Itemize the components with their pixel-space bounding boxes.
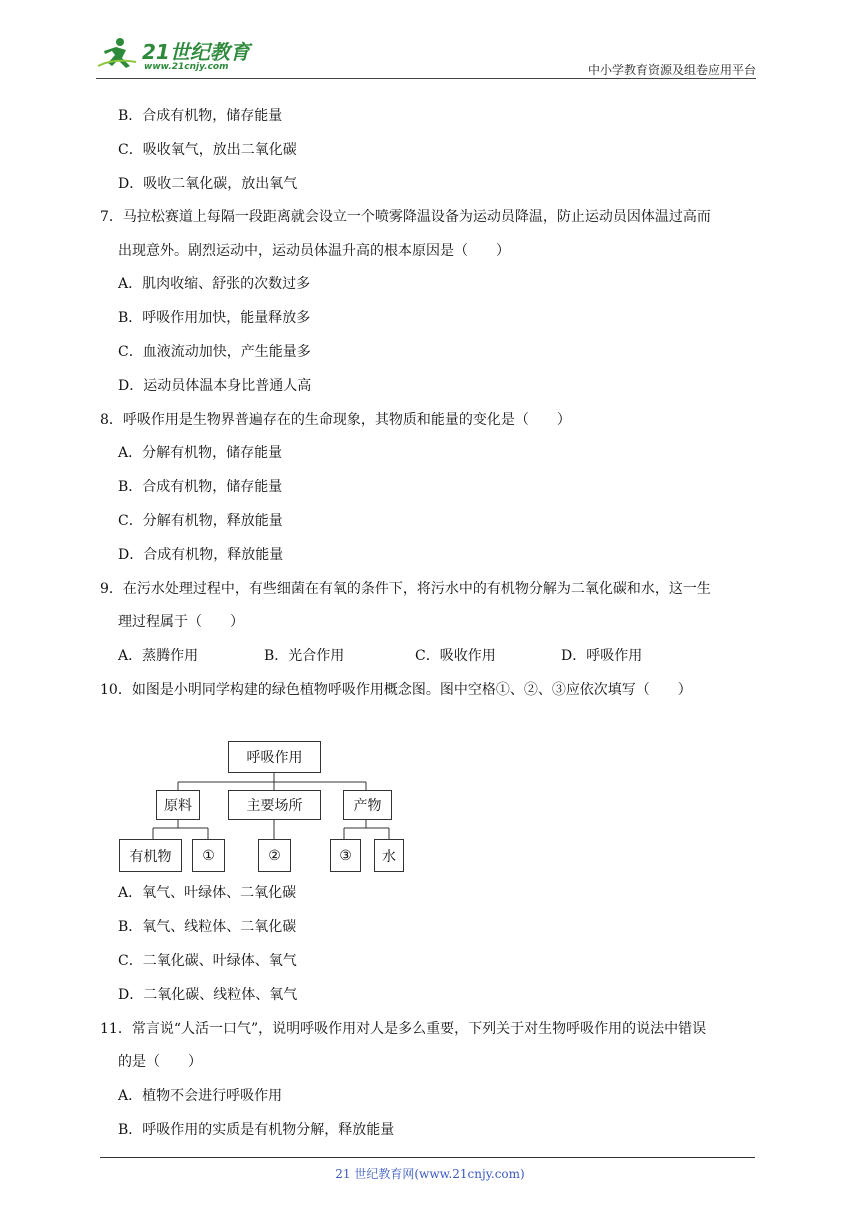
diagram-blank-1: ① <box>192 839 225 872</box>
q10-option-b: B．氧气、线粒体、二氧化碳 <box>118 919 297 935</box>
q7-stem-line1: 7．马拉松赛道上每隔一段距离就会设立一个喷雾降温设备为运动员降温，防止运动员因体温过高而 <box>100 209 711 225</box>
q10-option-c: C．二氧化碳、叶绿体、氧气 <box>118 953 297 969</box>
q9-stem-line2: 理过程属于（ ） <box>118 614 244 630</box>
diagram-products: 产物 <box>343 790 392 820</box>
header-divider <box>96 78 756 79</box>
diagram-root: 呼吸作用 <box>228 741 321 773</box>
runner-logo-icon <box>96 36 140 72</box>
q9-option-b: B．光合作用 <box>264 648 345 664</box>
q8-option-c: C．分解有机物，释放能量 <box>118 513 283 529</box>
q6-option-b: B．合成有机物，储存能量 <box>118 108 283 124</box>
diagram-blank-3: ③ <box>330 839 361 872</box>
q8-stem: 8．呼吸作用是生物界普遍存在的生命现象，其物质和能量的变化是（ ） <box>100 412 571 428</box>
logo-text: 21世纪教育 <box>142 40 250 64</box>
q6-option-c: C．吸收氧气，放出二氧化碳 <box>118 142 297 158</box>
diagram-organic-matter: 有机物 <box>119 839 182 872</box>
q8-option-b: B．合成有机物，储存能量 <box>118 479 283 495</box>
q7-stem-line2: 出现意外。剧烈运动中，运动员体温升高的根本原因是（ ） <box>118 243 510 259</box>
q6-option-d: D．吸收二氧化碳，放出氧气 <box>118 176 298 192</box>
footer-text: 21 世纪教育网(www.21cnjy.com) <box>335 1167 525 1181</box>
q7-option-d: D．运动员体温本身比普通人高 <box>118 378 312 394</box>
concept-diagram <box>118 740 408 874</box>
q11-stem-line1: 11．常言说“人活一口气”，说明呼吸作用对人是多么重要，下列关于对生物呼吸作用的说法中错误 <box>100 1021 707 1037</box>
q10-option-a: A．氧气、叶绿体、二氧化碳 <box>118 885 297 901</box>
q9-stem-line1: 9．在污水处理过程中，有些细菌在有氧的条件下，将污水中的有机物分解为二氧化碳和水，这一生 <box>100 581 711 597</box>
q10-stem: 10．如图是小明同学构建的绿色植物呼吸作用概念图。图中空格①、②、③应依次填写（ ） <box>100 682 692 698</box>
page-header <box>96 30 756 78</box>
diagram-raw-materials: 原料 <box>156 790 200 820</box>
q9-option-c: C．吸收作用 <box>415 648 496 664</box>
q10-option-d: D．二氧化碳、线粒体、氧气 <box>118 987 298 1003</box>
q9-option-d: D．呼吸作用 <box>561 648 643 664</box>
q7-option-c: C．血液流动加快，产生能量多 <box>118 344 311 360</box>
logo-url: www.21cnjy.com <box>144 62 229 72</box>
footer-divider <box>100 1157 755 1158</box>
diagram-main-site: 主要场所 <box>228 790 321 820</box>
q9-options-row <box>118 646 678 666</box>
q8-option-d: D．合成有机物，释放能量 <box>118 547 284 563</box>
q11-stem-line2: 的是（ ） <box>118 1054 202 1070</box>
diagram-blank-2: ② <box>258 839 291 872</box>
q9-option-a: A．蒸腾作用 <box>118 648 199 664</box>
q11-option-b: B．呼吸作用的实质是有机物分解，释放能量 <box>118 1122 395 1138</box>
logo <box>96 30 266 78</box>
q8-option-a: A．分解有机物，储存能量 <box>118 445 283 461</box>
q7-option-b: B．呼吸作用加快，能量释放多 <box>118 310 311 326</box>
platform-name: 中小学教育资源及组卷应用平台 <box>587 63 756 77</box>
q11-option-a: A．植物不会进行呼吸作用 <box>118 1088 283 1104</box>
diagram-water: 水 <box>374 839 404 872</box>
q7-option-a: A．肌肉收缩、舒张的次数过多 <box>118 276 311 292</box>
